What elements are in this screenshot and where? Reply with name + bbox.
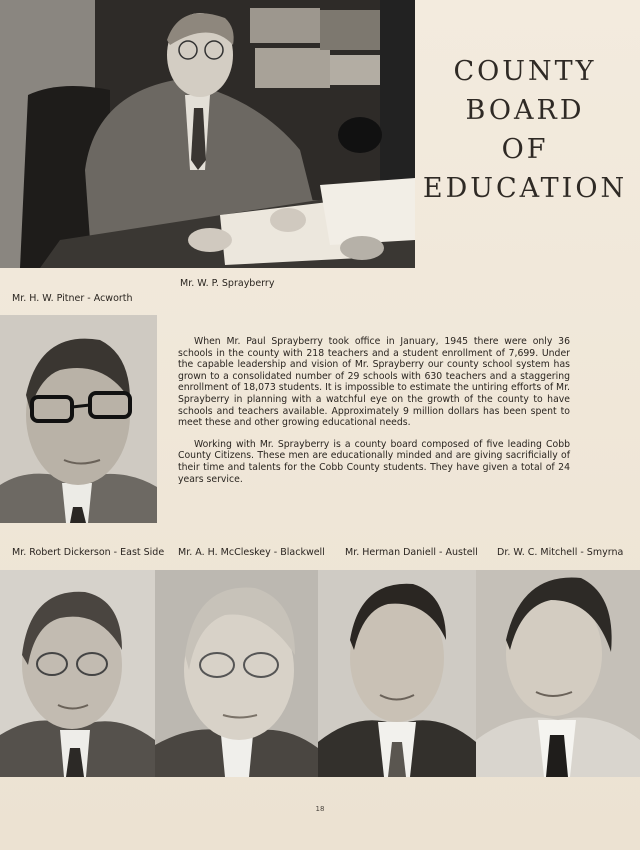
article-paragraph: Working with Mr. Sprayberry is a county board composed of five leading Cobb County Citizens. These men are educationally minded and are giving sacrificially of their time and talents for the Cobb County students. They have given a total of 24 years service. [178, 438, 570, 485]
page-title [420, 52, 630, 208]
article-paragraph: When Mr. Paul Sprayberry took office in January, 1945 there were only 36 schools in the county with 218 teachers and a student enrollment of 7,699. Under the capable leadership and vision of Mr. Sprayberry our county school system has grown to a consolidated number of 29 schools with 630 teachers and a staggering enrollment of 18,073 students. It is impossible to estimate the untiring efforts of Mr. Sprayberry in planning with a watchful eye on the growth of the county to have schools and teachers available. Approximately 9 million dollars has been spent to meet these and other growing educational needs. [178, 336, 570, 429]
caption-dickerson: Mr. Robert Dickerson - East Side [12, 547, 165, 558]
title-line: COUNTY [453, 56, 597, 87]
page-number: 18 [315, 805, 325, 813]
photo-pitner [0, 315, 157, 523]
article-body [178, 336, 570, 495]
caption-pitner: Mr. H. W. Pitner - Acworth [12, 293, 133, 304]
title-line: EDUCATION [422, 173, 628, 204]
title-line: OF [501, 134, 549, 165]
photo-sprayberry-at-desk [0, 0, 415, 268]
photo-mitchell [476, 570, 640, 777]
photo-daniell [318, 570, 476, 777]
caption-sprayberry: Mr. W. P. Sprayberry [180, 278, 275, 289]
caption-mccleskey: Mr. A. H. McCleskey - Blackwell [178, 547, 325, 558]
caption-mitchell: Dr. W. C. Mitchell - Smyrna [497, 547, 624, 558]
caption-daniell: Mr. Herman Daniell - Austell [345, 547, 478, 558]
title-line: BOARD [465, 95, 585, 126]
photo-dickerson [0, 570, 155, 777]
photo-mccleskey [155, 570, 318, 777]
